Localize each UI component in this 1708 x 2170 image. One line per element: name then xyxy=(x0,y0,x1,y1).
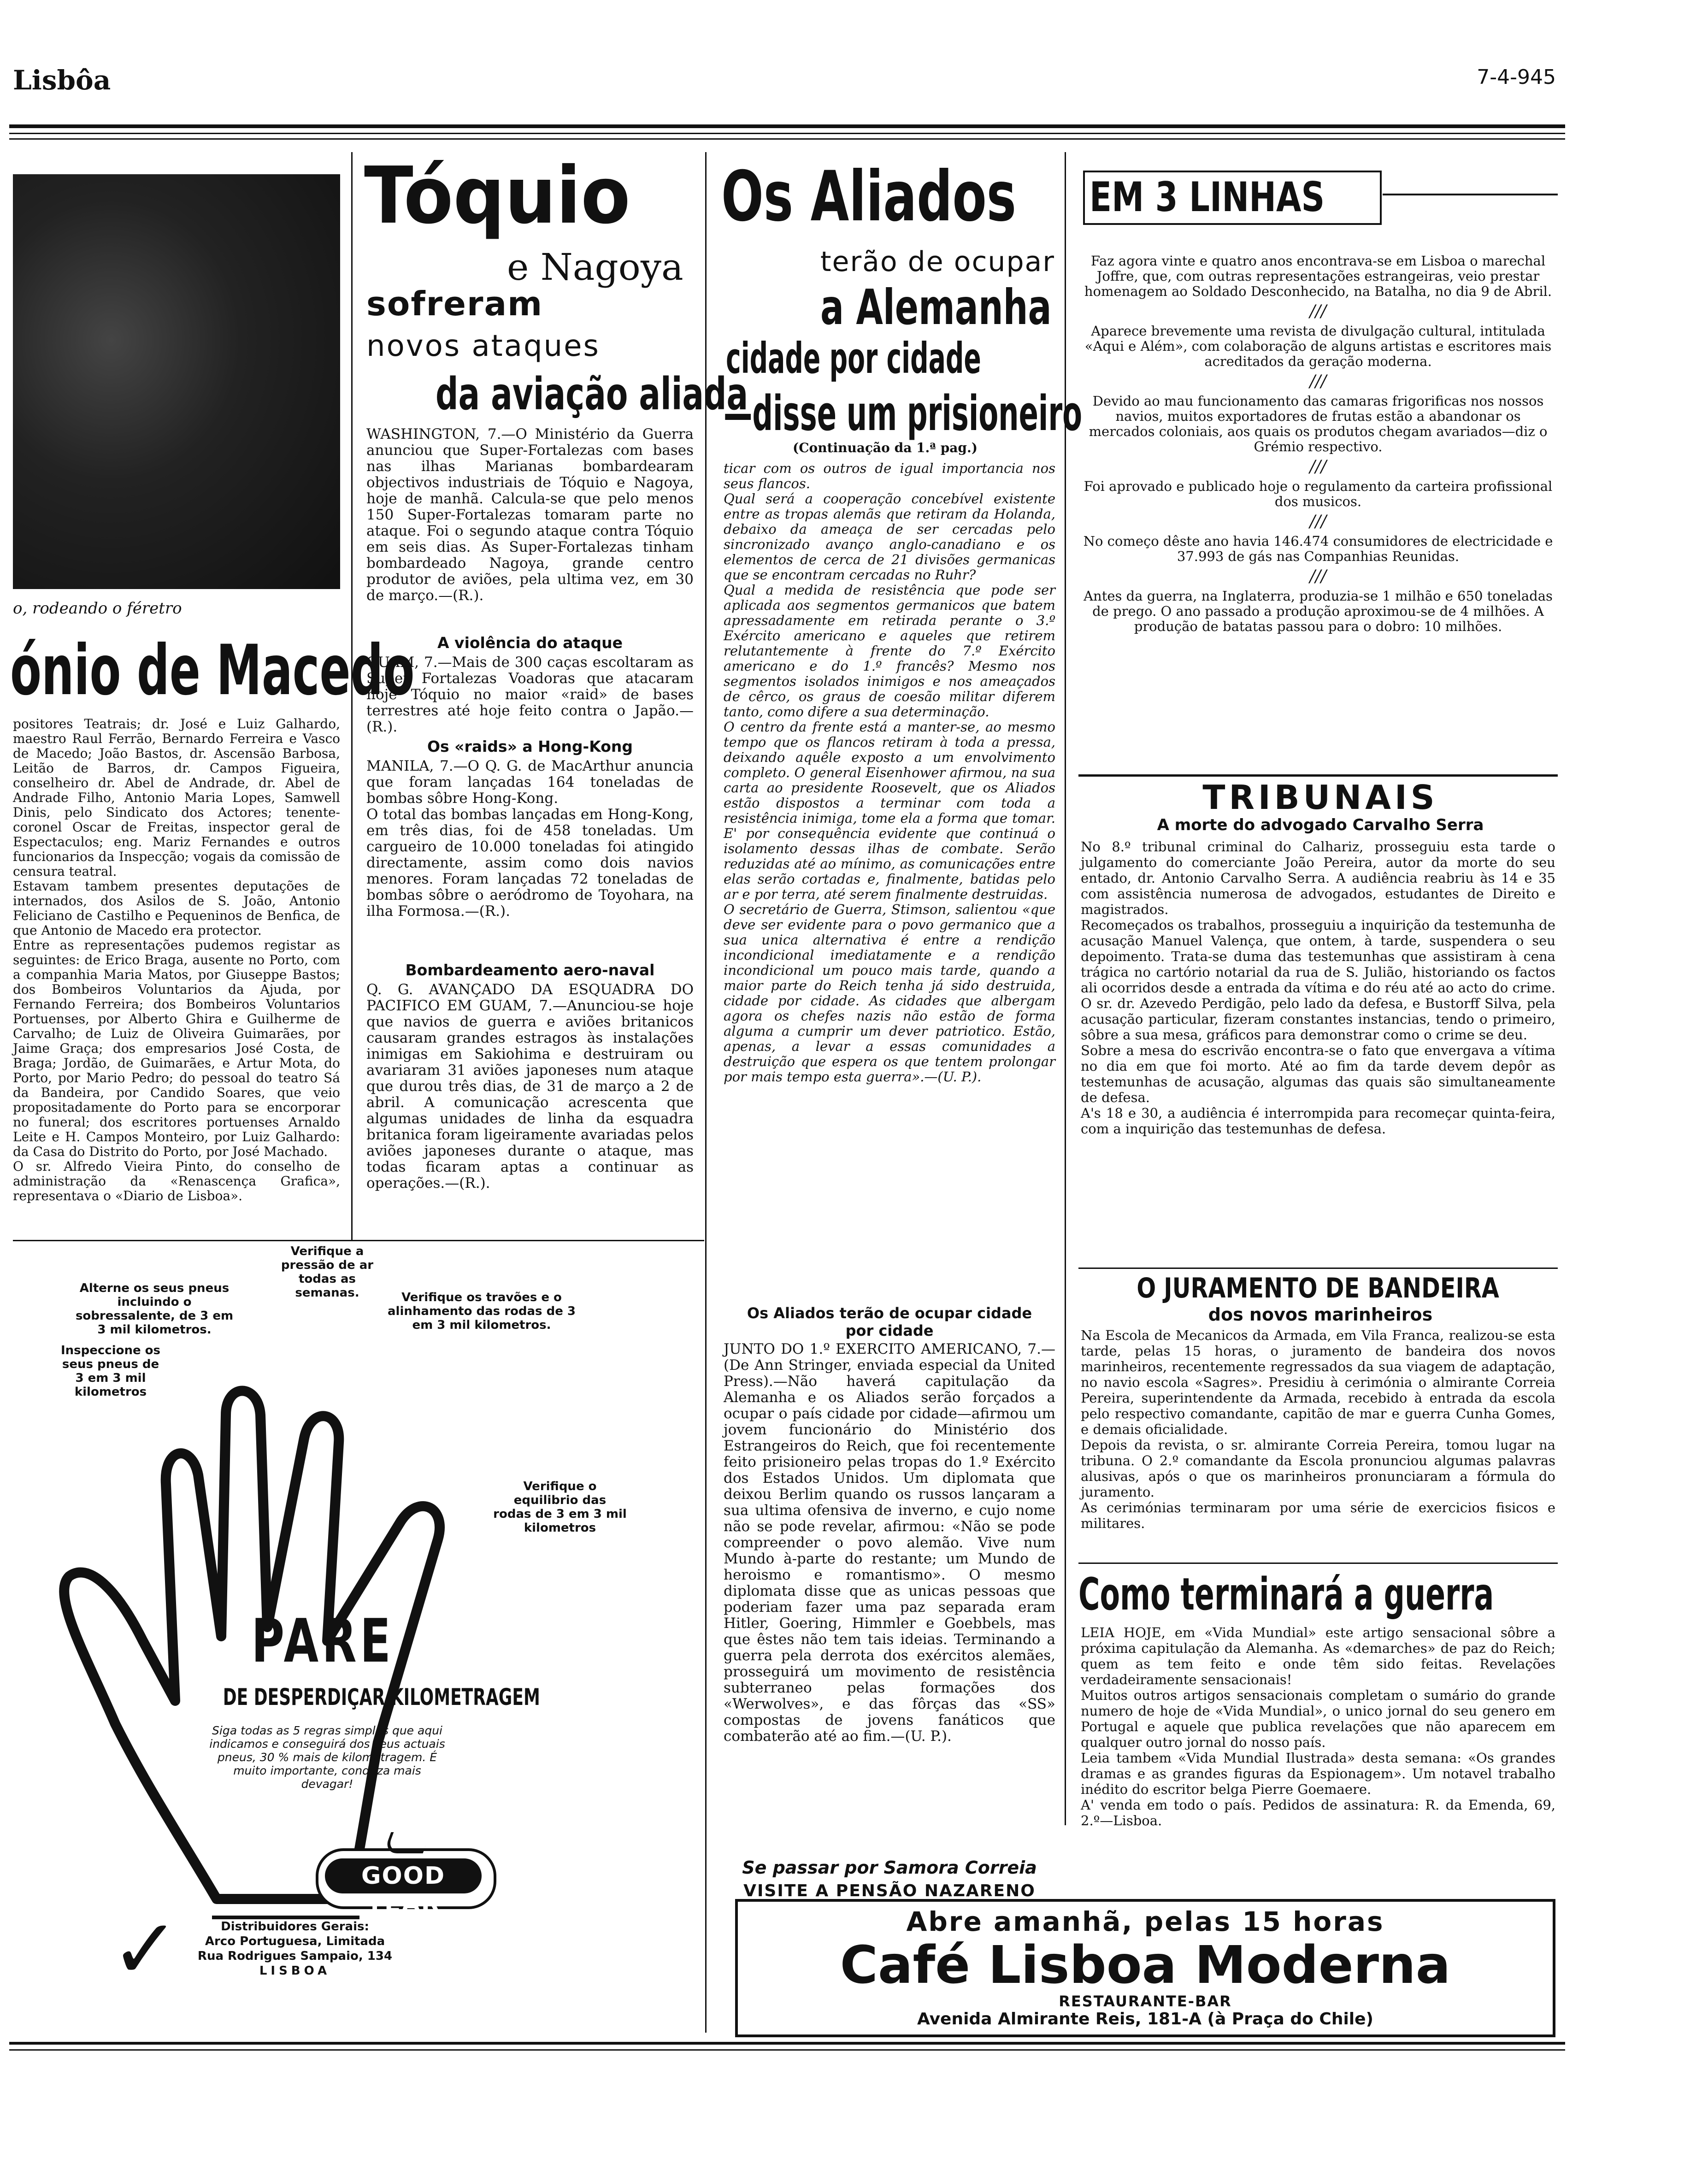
goodyear-ad xyxy=(9,1244,701,2037)
tokyo-line3: sofreram xyxy=(366,284,543,323)
tokyo-line4: novos ataques xyxy=(366,329,600,363)
pensao-ad-line2: VISITE A PENSÃO NAZARENO xyxy=(743,1881,1036,1900)
tip-text: Alterne os seus pneus incluindo o sobressalente, de 3 em 3 mil kilometros. xyxy=(75,1281,234,1337)
tribunais-title-box xyxy=(1083,779,1558,816)
em3linhas-title: EM 3 LINHAS xyxy=(1090,173,1325,221)
brief-item: Foi aprovado e publicado hoje o regulamento da carteira profissional dos musicos. xyxy=(1084,478,1553,509)
tokyo-body-4: Q. G. AVANÇADO DA ESQUADRA DO PACIFICO EM GUAM, 7.—Anunciou-se hoje que navios de guerra e aviões britanicos causaram grandes estragos às instalações inimigas em Sakiohima e destruiram ou avariaram 31 aviões japoneses num ataque que durou três dias, de 31 de março a 2 de abril. A comunicação acrescenta que algumas unidades de linha da esquadra britanica foram ligeiramente avariadas pelos aviões japoneses durante o ataque, mas todas ficaram aptas a continuar as operações.—(R.). xyxy=(366,981,694,1191)
tokyo-headline: Tóquio xyxy=(364,150,630,242)
tokyo-headline-box xyxy=(364,150,696,242)
pare-subheadline-box xyxy=(161,1682,540,1715)
pensao-ad-line1: Se passar por Samora Correia xyxy=(742,1857,1037,1878)
allies-body-2: JUNTO DO 1.º EXERCITO AMERICANO, 7.—(De Ann Stringer, enviada especial da United Press).—Não haverá capitulação da Alemanha e os Aliados serão forçados a ocupar o país cidade por cidade—afirmou um jovem funcionário do Ministério dos Estrangeiros do Reich, que foi recentemente feito prisioneiro pelas tropas do 1.º Exército dos Estados Unidos. Um diplomata que deixou Berlim quando os russos lançaram a sua ultima ofensiva de inverno, e cujo nome não se pode revelar, afirmou: «Não se pode compreender o povo alemão. Vive num Mundo à-parte do restante; um Mundo de heroismo e romantismo». O mesmo diplomata disse que as unicas pessoas que poderiam fazer uma paz separada eram Hitler, Goering, Himmler e Goebbels, mas que êstes não tem tais ideias. Terminando a guerra pela derrota dos exércitos alemães, prosseguirá um movimento de resistência subterraneo pelas formações dos «Werwolves», e das fôrças das «SS» compostas de jovens fanáticos que combaterão até ao fim.—(U. P.). xyxy=(724,1341,1055,1745)
left-article-body: positores Teatrais; dr. José e Luiz Galhardo, maestro Raul Ferrão, Bernardo Ferreira e Vasco de Macedo; João Bastos, dr. Ascensão Barbosa, Leitão de Barros, dr. Campos Figueira, conselheiro dr. Abel de Andrade, dr. Abel de Andrade Filho, Antonio Maria Lopes, Samwell Dinis, pelo Sindicato dos Actores; tenente-coronel Oscar de Freitas, inspector geral de Espectaculos; eng. Mariz Fernandes e outros funcionarios da Inspecção; vogais da comissão de censura teatral. Estavam tambem presentes deputações de internados, dos Asilos de S. João, Antonio Feliciano de Castilho e Pequeninos de Benfica, de que Antonio de Macedo era protector. Entre as representações pudemos registar as seguintes: de Erico Braga, ausente no Porto, com a companhia Maria Matos, por Giuseppe Bastos; dos Bombeiros Voluntarios da Ajuda, por Fernando Ferreira; dos Bombeiros Voluntarios Portuenses, por Alberto Ghira e Guilherme de Carvalho; de Luiz de Oliveira Guimarães, por Jaime Graça; dos empresarios José Costa, de Braga; Jordão, de Guimarães, e Artur Mota, do Porto, por Mario Pedro; do pessoal do teatro Sá da Bandeira, por Candido Soares, que veio propositadamente do Porto para se encorporar no funeral; dos escritores portuenses Arnaldo Leite e H. Campos Monteiro, por Luiz Galhardo: da Casa do Distrito do Porto, por José Machado. O sr. Alfredo Vieira Pinto, do conselho de administração da «Renascença Grafica», representava o «Diario de Lisboa». xyxy=(13,716,340,1203)
distributor-3: Rua Rodrigues Sampaio, 134 xyxy=(197,1949,393,1963)
cafe-ad-line4: Avenida Almirante Reis, 181-A (à Praça do Chile) xyxy=(917,2010,1374,2028)
cafe-ad-line1: Abre amanhã, pelas 15 horas xyxy=(906,1906,1384,1937)
em3linhas-title-box xyxy=(1083,171,1382,225)
brief-separator: /// xyxy=(1309,302,1327,321)
goodyear-brand: GOOD YEAR xyxy=(361,1862,446,1917)
juramento-title-box xyxy=(1078,1272,1558,1304)
tokyo-sub-3: Bombardeamento aero-naval xyxy=(405,961,655,979)
tokyo-sub-2: Os «raids» a Hong-Kong xyxy=(427,737,633,755)
juramento-title: O JURAMENTO DE BANDEIRA xyxy=(1137,1272,1500,1304)
brief-separator: /// xyxy=(1309,512,1327,531)
brief-item: Faz agora vinte e quatro anos encontrava-se em Lisboa o marechal Joffre, que, com outras representações estrangeiras, veio prestar homenagem ao Soldado Desconhecido, na Batalha, no dia 9 de Abril. xyxy=(1084,253,1552,299)
brief-item: Antes da guerra, na Inglaterra, produzia-se 1 milhão e 650 toneladas de prego. O ano passado a produção aproximou-se de 4 milhões. A produção de batatas passou para o dobro: 10 milhões. xyxy=(1084,588,1553,634)
pare-headline-box xyxy=(207,1606,438,1676)
tokyo-sub-1: A violência do ataque xyxy=(437,634,623,652)
brief-item: Aparece brevemente uma revista de divulgação cultural, intitulada «Aqui e Além», com colaboração de alguns artistas e escritores mais acreditados da geração moderna. xyxy=(1084,323,1552,369)
allies-headline-box xyxy=(721,159,1062,240)
guerra-title: Como terminará a guerra xyxy=(1078,1569,1494,1620)
brief-item: Devido ao mau funcionamento das camaras frigorificas nos nossos navios, muitos exportadores de frutas estão a abandonar os mercados coloniais, aos quais os produtos chegam avariados—diz o Grémio respectivo. xyxy=(1089,393,1548,454)
left-headline xyxy=(10,631,415,717)
brief-separator: /// xyxy=(1309,457,1327,476)
checkmark-icon: ✓ xyxy=(111,1901,180,1998)
allies-sub-1: Os Aliados terão de ocupar cidade por cidade xyxy=(747,1304,1032,1339)
allies-line4: cidade por cidade xyxy=(726,334,981,383)
header-rule-thin xyxy=(9,133,1565,134)
guerra-title-box xyxy=(1078,1569,1558,1620)
column-rule xyxy=(705,152,707,2033)
distributor-1: Distribuidores Gerais: xyxy=(221,1920,369,1934)
tip-text: Inspeccione os seus pneus de 3 em 3 mil kilometros xyxy=(60,1344,161,1399)
guerra-body: LEIA HOJE, em «Vida Mundial» este artigo sensacional sôbre a próxima capitulação da Alemanha. As «demarches» de paz do Reich; quem as tem feito e onde têm sido feitas. Revelações verdadeiramente sensacionais! Muitos outros artigos sensacionais completam o sumário do grande numero de hoje de «Vida Mundial», o unico jornal do seu genero em Portugal e aquele que publica revelações que não aparecem em qualquer outro jornal do nosso país. Leia tambem «Vida Mundial Ilustrada» desta semana: «Os grandes dramas e as grandes figuras da Espionagem». Um notavel trabalho inédito do escritor belga Pierre Goemaere. A' venda em todo o país. Pedidos de assinatura: R. da Emenda, 69, 2.º—Lisboa. xyxy=(1081,1625,1555,1828)
em3linhas-list xyxy=(1081,254,1555,634)
footer-rule xyxy=(9,2042,1565,2045)
allies-continuation: (Continuação da 1.ª pag.) xyxy=(793,440,978,455)
allies-line5: —disse um prisioneiro xyxy=(724,385,1082,442)
tribunais-title: TRIBUNAIS xyxy=(1202,778,1438,817)
distributor-2: Arco Portuguesa, Limitada xyxy=(205,1934,385,1948)
section-rule xyxy=(1078,1268,1558,1269)
allies-line3-box xyxy=(820,281,1060,336)
tokyo-body-3: MANILA, 7.—O Q. G. de MacArthur anuncia que foram lançadas 164 toneladas de bombas sôbre Hong-Kong. O total das bombas lançadas em Hong-Kong, em três dias, foi de 458 toneladas. Um cargueiro de 10.000 toneladas foi atingido directamente, assim como dois navios menores. Foram lançadas 72 toneladas de bombas sôbre o aeródromo de Toyohara, na ilha Formosa.—(R.). xyxy=(366,758,694,920)
brief-separator: /// xyxy=(1309,567,1327,586)
section-rule xyxy=(1078,1563,1558,1564)
winged-foot-icon xyxy=(383,1832,431,1853)
page-date: 7-4-945 xyxy=(1477,65,1556,89)
tip-text: Verifique os travões e o alinhamento das rodas de 3 em 3 mil kilometros. xyxy=(388,1291,576,1332)
photo-caption: o, rodeando o féretro xyxy=(13,599,182,618)
cafe-ad xyxy=(735,1899,1555,2037)
section-rule xyxy=(13,1240,704,1241)
tokyo-line5-box xyxy=(436,368,748,424)
ad-body: Siga todas as 5 regras simples que aqui indicamos e conseguirá dos seus actuais pneus, 30 % mais de kilometragem. É muito importante, conduza mais devagar! xyxy=(209,1724,445,1791)
allies-line4-box xyxy=(726,334,981,385)
pare-headline: PARE xyxy=(251,1606,394,1676)
tip-text: Verifique o equilibrio das rodas de 3 em 3 mil kilometros xyxy=(493,1480,627,1535)
cafe-ad-line3: RESTAURANTE-BAR xyxy=(1059,1993,1232,2010)
section-rule xyxy=(1078,774,1558,777)
cafe-ad-name: Café Lisboa Moderna xyxy=(840,1935,1451,1995)
headline-text: ónio de Macedo xyxy=(10,631,415,711)
allies-line2: terão de ocupar xyxy=(820,246,1055,278)
tokyo-body-2: GUAM, 7.—Mais de 300 caças escoltaram as Super Fortalezas Voadoras que atacaram hoje Tóquio no maior «raid» de bases terrestres até hoje feito contra o Japão.—(R.). xyxy=(366,654,694,735)
brief-separator: /// xyxy=(1309,372,1327,391)
funeral-photo xyxy=(13,174,340,589)
tip-text: Verifique a pressão de ar todas as semanas. xyxy=(281,1244,374,1300)
title-rule xyxy=(1383,194,1558,195)
allies-body-1: ticar com os outros de igual importancia nos seus flancos. Qual será a cooperação concebível existente entre as tropas alemãs que retiram da Holanda, debaixo da ameaça de ser cercadas pelo sincronizado avanço anglo-canadiano e os elementos de cerca de 21 divisões germanicas que se encontram cercadas no Ruhr? Qual a medida de resistência que pode ser aplicada aos segmentos germanicos que batem apressadamente em retirada perante o 3.º Exército americano e aqueles que retirem relutantemente à frente do 7.º Exército americano e do 1.º francês? Mesmo nos segmentos isolados inimigos e nos ameaçados de cêrco, os graus de coesão militar diferem tanto, como difere a sua determinação. O centro da frente está a manter-se, ao mesmo tempo que os flancos retiram à toda a pressa, deixando aquêle exposto a um envolvimento completo. O general Eisenhower afirmou, na sua carta ao presidente Roosevelt, que os Aliados estão dispostos a terminar com toda a resistência inimiga, tome ela a forma que tomar. E' por consequência evidente que continuá o isolamento dessas ilhas de combate. Serão reduzidas até ao mínimo, as comunicações entre elas serão cortadas e, finalmente, batidas pelo ar e por terra, até serem finalmente destruidas. O secretário de Guerra, Stimson, salientou «que deve ser evidente para o povo germanico que a sua unica alternativa é entre a rendição incondicional imediatamente e a rendição incondicional um pouco mais tarde, quando a maior parte do Reich tenha já sido destruida, cidade por cidade. As cidades que albergam agora os chefes nazis não estão de forma alguma a cumprir um dever patriotico. Estão, apenas, a levar a essas comunidades a destruição que espera os que tentem prolongar por mais tempo esta guerra».—(U. P.). xyxy=(724,460,1055,1085)
tokyo-line5: da aviação aliada xyxy=(436,368,748,420)
tokyo-body-1: WASHINGTON, 7.—O Ministério da Guerra anunciou que Super-Fortalezas com bases nas ilhas Marianas bombardearam objectivos industriais de Tóquio e Nagoya, hoje de manhã. Calcula-se que pelo menos 150 Super-Fortalezas tomaram parte no ataque. Foi o segundo ataque contra Tóquio em seis dias. As Super-Fortalezas tinham bombardeado Nagoya, grande centro produtor de aviões, pela ultima vez, em 30 de março.—(R.). xyxy=(366,426,694,604)
tokyo-line2: e Nagoya xyxy=(507,246,683,289)
header-rule xyxy=(9,124,1565,128)
juramento-subtitle: dos novos marinheiros xyxy=(1208,1304,1433,1325)
header-rule-thin-2 xyxy=(9,138,1565,140)
distributor-4: LISBOA xyxy=(259,1964,331,1978)
footer-rule-thin xyxy=(9,2049,1565,2051)
pare-subheadline: DE DESPERDIÇAR KILOMETRAGEM xyxy=(223,1684,540,1710)
allies-line3: a Alemanha xyxy=(820,279,1052,336)
tribunais-subtitle: A morte do advogado Carvalho Serra xyxy=(1157,816,1484,834)
allies-line5-box xyxy=(724,385,1082,442)
allies-headline: Os Aliados xyxy=(721,157,1016,237)
tribunais-body: No 8.º tribunal criminal do Calhariz, prosseguiu esta tarde o julgamento do comerciante João Pereira, autor da morte do seu entado, dr. Antonio Carvalho Serra. A audiência reabriu às 14 e 35 com assistência numerosa de advogados, estudantes de Direito e magistrados. Recomeçados os trabalhos, prosseguiu a inquirição da testemunha de acusação Manuel Valença, que ontem, à tarde, suspendera o seu depoimento. Trata-se duma das testemunhas que assistiram à cena trágica no cartório notarial da rua de S. Julião, historiando os factos ali ocorridos desde a entrada da vítima e do réu até ao acto do crime. O sr. dr. Azevedo Perdigão, pelo lado da defesa, e Bustorff Silva, pela acusação particular, fizeram constantes instancias, tendo o primeiro, sôbre a sua mesa, gráficos para demonstrar como o crime se deu. Sobre a mesa do escrivão encontra-se o fato que envergava a vítima no dia em que foi morto. Até ao fim da tarde devem depôr as testemunhas de acusação, algumas das quais são simultaneamente de defesa. A's 18 e 30, a audiência é interrompida para recomeçar quinta-feira, com a inquirição das testemunhas de defesa. xyxy=(1081,839,1555,1137)
masthead: Lisbôa xyxy=(13,65,111,96)
juramento-body: Na Escola de Mecanicos da Armada, em Vila Franca, realizou-se esta tarde, pelas 15 horas, o juramento de bandeira dos novos marinheiros, recentemente regressados da sua viagem de adaptação, no navio escola «Sagres». Presidiu à cerimónia o almirante Correia Pereira, superintendente da Armada, recebido à entrada da escola pelo respectivo comandante, capitão de mar e guerra Cunha Gomes, e demais oficialidade. Depois da revista, o sr. almirante Correia Pereira, tomou lugar na tribuna. O 2.º comandante da Escola pronunciou algumas palavras alusivas, após o que os marinheiros pronunciaram a fórmula do juramento. As cerimónias terminaram por uma série de exercicios fisicos e militares. xyxy=(1081,1327,1555,1531)
brief-item: No começo dêste ano havia 146.474 consumidores de electricidade e 37.993 de gás nas Companhias Reunidas. xyxy=(1083,533,1553,564)
